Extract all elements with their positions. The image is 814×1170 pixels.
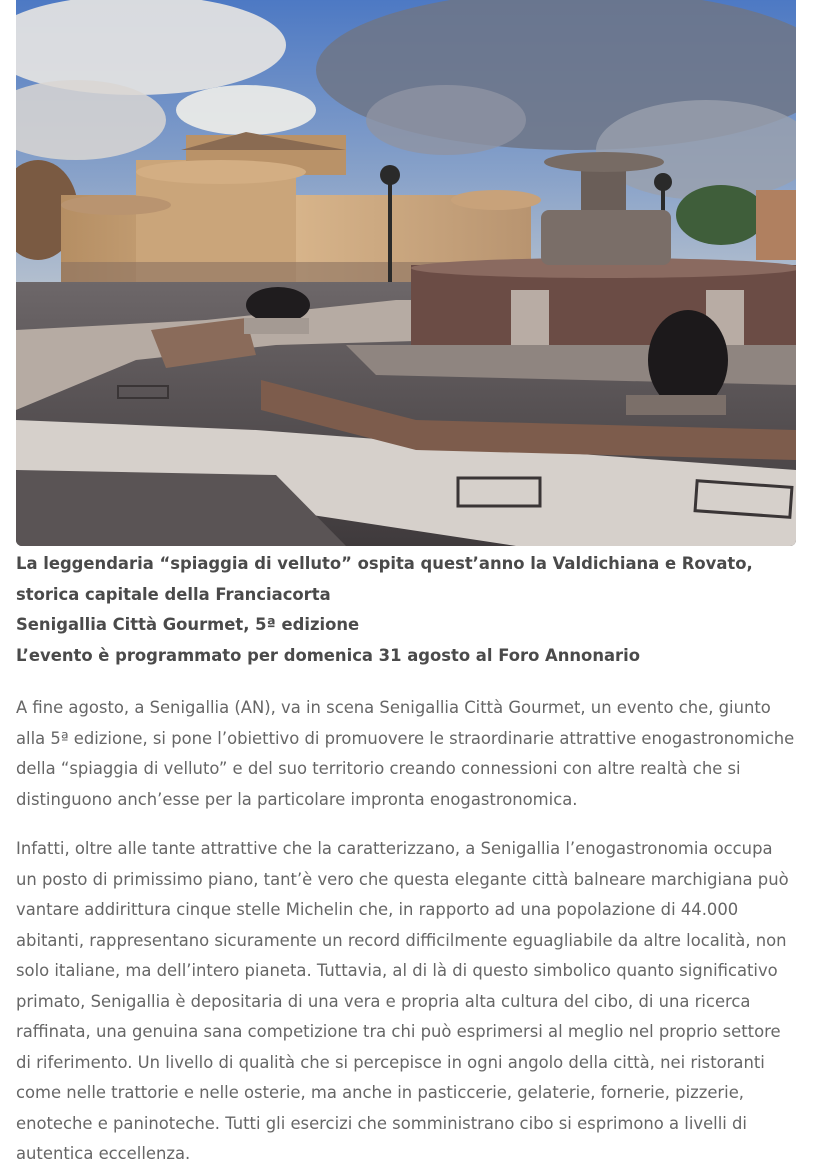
lead-subtitle: L’evento è programmato per domenica 31 agosto al Foro Annonario bbox=[16, 645, 641, 665]
article-lead bbox=[16, 546, 796, 671]
article-photo bbox=[16, 0, 796, 546]
body-paragraph-2: Infatti, oltre alle tante attrattive che la caratterizzano, a Senigallia l’enogastronomia occupa un posto di primissimo piano, tant’è vero che questa elegante città balneare marchigiana può vantare addirittura cinque stelle Michelin che, in rapporto ad una popolazione di 44.000 abitanti, rappresentano sicuramente un record difficilmente eguagliabile da altre località, non solo italiane, ma dell’intero pianeta. Tuttavia, al di là di questo simbolico quanto significativo primato, Senigallia è depositaria di una vera e propria alta cultura del cibo, di una ricerca raffinata, una genuina sana competizione tra chi può esprimersi al meglio nel proprio settore di riferimento. Un livello di qualità che si percepisce in ogni angolo della città, nei ristoranti come nelle trattorie e nelle osterie, ma anche in pasticcerie, gelaterie, fornerie, pizzerie, enoteche e paninoteche. Tutti gli esercizi che somministrano cibo si esprimono a livelli di autentica eccellenza. bbox=[16, 839, 789, 1163]
lead-title: Senigallia Città Gourmet, 5ª edizione bbox=[16, 615, 360, 634]
body-paragraph-1: A fine agosto, a Senigallia (AN), va in scena Senigallia Città Gourmet, un evento che, giunto alla 5ª edizione, si pone l’obiettivo di promuovere le straordinarie attrattive enogastronomiche della “spiaggia di velluto” e del suo territorio creando connessioni con altre realtà che si distinguono anch’esse per la particolare impronta enogastronomica. bbox=[16, 698, 795, 809]
photo-castle-fountain-icon bbox=[16, 0, 796, 546]
lead-caption: La leggendaria “spiaggia di velluto” ospita quest’anno la Valdichiana e Rovato, storica capitale della Franciacorta bbox=[16, 554, 753, 604]
article-body bbox=[16, 693, 796, 1170]
